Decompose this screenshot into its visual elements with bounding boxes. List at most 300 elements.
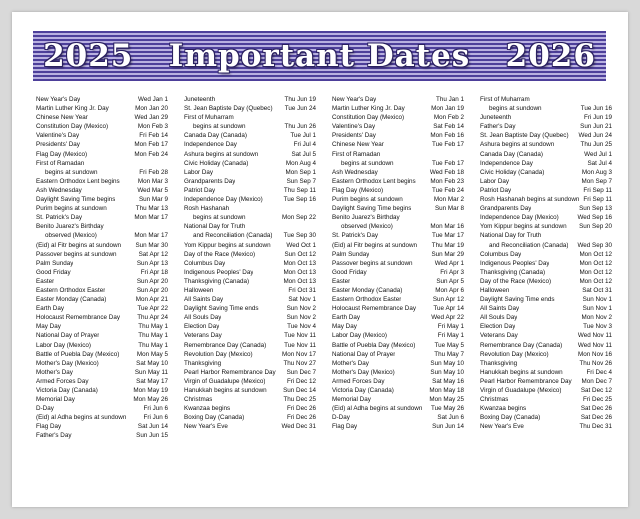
holiday-name: Ashura begins at sundown: [480, 141, 555, 149]
date-row: [36, 259, 168, 268]
date-entry: [36, 259, 168, 268]
date-row: [184, 322, 316, 331]
date-row: [36, 404, 168, 413]
holiday-date: Fri Dec 25: [582, 396, 612, 404]
holiday-date: Sun Jun 21: [580, 123, 612, 131]
date-entry: [184, 413, 316, 422]
date-entry: [36, 404, 168, 413]
date-row: [480, 341, 612, 350]
holiday-date: Mon Apr 21: [135, 296, 168, 304]
holiday-date: Tue Sep 16: [283, 196, 316, 204]
holiday-date: Tue Jul 1: [290, 132, 316, 140]
date-row: [184, 104, 316, 113]
date-row-continued: [184, 213, 316, 222]
date-entry: [332, 386, 464, 395]
date-entry: [36, 113, 168, 122]
holiday-date: Tue Sep 30: [283, 232, 316, 240]
date-entry: [36, 186, 168, 195]
holiday-name: Labor Day (Mexico): [332, 332, 387, 340]
holiday-date: Wed Nov 11: [577, 341, 612, 349]
holiday-name: All Souls Day: [480, 314, 518, 322]
date-row: [36, 186, 168, 195]
dates-column-2: [184, 95, 316, 441]
date-entry: [36, 304, 168, 313]
holiday-date: Mon Feb 16: [430, 132, 464, 140]
date-row: [332, 186, 464, 195]
title-banner: [33, 31, 606, 81]
date-row-continued: [480, 104, 612, 113]
holiday-name: St. Patrick's Day: [332, 232, 378, 240]
date-row: [36, 286, 168, 295]
holiday-date: Mon Feb 17: [134, 141, 168, 149]
holiday-name: New Year's Day: [36, 96, 81, 103]
date-entry: [480, 113, 612, 122]
holiday-date: Sun Jun 15: [136, 432, 168, 440]
date-row: [480, 286, 612, 295]
date-entry: [480, 204, 612, 213]
holiday-name: Revolution Day (Mexico): [480, 350, 549, 358]
date-row: [480, 277, 612, 286]
holiday-date: Wed Jul 1: [584, 150, 612, 158]
holiday-date: Mon Nov 2: [581, 314, 612, 322]
holiday-date: Fri Apr 3: [440, 268, 464, 276]
date-entry: [332, 186, 464, 195]
date-row: [332, 341, 464, 350]
date-row: [36, 104, 168, 113]
holiday-name: St. Patrick's Day: [36, 214, 82, 222]
holiday-name: Presidents' Day: [332, 132, 376, 140]
date-entry: [332, 250, 464, 259]
date-row: [184, 359, 316, 368]
date-entry: [184, 386, 316, 395]
holiday-name: Palm Sunday: [332, 250, 370, 258]
dates-column-1: [36, 95, 168, 441]
date-row: [36, 95, 168, 104]
holiday-date: Sat Apr 12: [138, 250, 168, 258]
holiday-name: Indigenous Peoples' Day: [184, 268, 254, 276]
holiday-date: Wed Jan 1: [138, 96, 168, 103]
holiday-date: Mon Apr 6: [435, 286, 464, 294]
holiday-name: Labor Day: [480, 177, 510, 185]
holiday-date: Sun Mar 9: [138, 196, 168, 204]
holiday-date: Wed Sep 16: [577, 214, 612, 222]
holiday-name: Independence Day (Mexico): [480, 214, 559, 222]
date-entry: [36, 150, 168, 159]
date-row-continued: [332, 222, 464, 231]
date-row: [332, 95, 464, 104]
holiday-date: Tue Nov 11: [284, 341, 316, 349]
date-entry: [480, 131, 612, 140]
date-row: [480, 113, 612, 122]
date-entry: [184, 295, 316, 304]
holiday-name: Martin Luther King Jr. Day: [332, 105, 405, 113]
date-row: [332, 250, 464, 259]
date-entry: [36, 286, 168, 295]
date-row: [184, 241, 316, 250]
holiday-name: Benito Juarez's Birthday: [332, 214, 400, 222]
date-row: [480, 122, 612, 131]
holiday-name: Halloween: [480, 286, 510, 294]
holiday-date: Mon Sep 22: [282, 214, 316, 222]
date-entry: [480, 122, 612, 131]
date-entry: [36, 359, 168, 368]
holiday-name: Veterans Day: [480, 332, 518, 340]
holiday-date: Wed Apr 1: [434, 259, 464, 267]
date-row: [36, 131, 168, 140]
date-entry: [332, 122, 464, 131]
holiday-name: National Day for Truth: [184, 223, 246, 231]
holiday-date: Tue Apr 14: [433, 305, 464, 313]
holiday-date: Sat Jun 6: [437, 414, 464, 422]
holiday-date: Mon Feb 23: [430, 177, 464, 185]
holiday-date: Mon Mar 3: [137, 177, 168, 185]
holiday-date: Mon Aug 4: [285, 159, 316, 167]
holiday-date: Sun May 10: [430, 359, 464, 367]
date-row: [480, 322, 612, 331]
date-entry: [184, 395, 316, 404]
date-entry: [480, 395, 612, 404]
holiday-name: Eastern Orthodox Lent begins: [36, 177, 120, 185]
date-entry: [480, 231, 612, 249]
date-row: [332, 322, 464, 331]
date-entry: [480, 195, 612, 204]
date-row: [184, 140, 316, 149]
date-entry: [480, 422, 612, 431]
date-entry: [480, 322, 612, 331]
holiday-name: Battle of Puebla Day (Mexico): [36, 350, 120, 358]
date-row: [480, 140, 612, 149]
holiday-date: Sun Apr 5: [436, 277, 464, 285]
date-entry: [480, 341, 612, 350]
holiday-name: Easter Monday (Canada): [36, 296, 107, 304]
date-entry: [36, 195, 168, 204]
date-row: [332, 313, 464, 322]
date-entry: [332, 341, 464, 350]
holiday-name: Independence Day (Mexico): [184, 196, 263, 204]
holiday-name: All Saints Day: [480, 305, 520, 313]
holiday-name: Christmas: [480, 396, 509, 404]
holiday-date: Thu Jun 19: [284, 96, 316, 103]
date-entry: [184, 168, 316, 177]
date-entry: [332, 150, 464, 168]
date-row: [184, 131, 316, 140]
date-entry: [480, 413, 612, 422]
holiday-name: Earth Day: [332, 314, 360, 322]
date-row: [184, 404, 316, 413]
date-row: [184, 413, 316, 422]
holiday-name: Remembrance Day (Canada): [480, 341, 563, 349]
holiday-subtitle: begins at sundown: [341, 159, 394, 167]
holiday-name: Ash Wednesday: [332, 168, 378, 176]
holiday-date: Thu May 1: [138, 323, 168, 331]
holiday-date: Mon Mar 17: [134, 232, 168, 240]
holiday-date: Mon Nov 17: [282, 350, 316, 358]
holiday-name: First of Ramadan: [36, 159, 85, 167]
holiday-name: Palm Sunday: [36, 259, 74, 267]
date-row-continued: [36, 168, 168, 177]
holiday-date: Wed Apr 22: [431, 314, 464, 322]
date-entry: [36, 350, 168, 359]
date-entry: [332, 168, 464, 177]
holiday-name: Good Friday: [36, 268, 71, 276]
holiday-name: Civic Holiday (Canada): [480, 168, 545, 176]
holiday-name: Ash Wednesday: [36, 186, 82, 194]
date-row: [332, 295, 464, 304]
date-entry: [184, 268, 316, 277]
date-row: [480, 404, 612, 413]
date-row: [480, 395, 612, 404]
holiday-name: (Eid) al Fitr begins at sundown: [36, 241, 122, 249]
date-row: [332, 231, 464, 240]
date-row: [332, 213, 464, 222]
date-row: [36, 268, 168, 277]
holiday-name: Flag Day: [332, 423, 358, 431]
holiday-subtitle: and Reconciliation (Canada): [489, 241, 569, 249]
holiday-name: Valentine's Day: [36, 132, 80, 140]
date-row: [332, 268, 464, 277]
holiday-date: Sun Dec 7: [286, 368, 316, 376]
holiday-name: D-Day: [36, 405, 54, 413]
date-entry: [36, 322, 168, 331]
date-row: [36, 322, 168, 331]
date-entry: [332, 213, 464, 231]
holiday-name: Mother's Day: [36, 368, 73, 376]
holiday-name: Thanksgiving: [184, 359, 222, 367]
date-entry: [184, 277, 316, 286]
holiday-name: Labor Day: [184, 168, 214, 176]
holiday-date: Mon Mar 17: [134, 214, 168, 222]
holiday-name: Pearl Harbor Remembrance Day: [184, 368, 276, 376]
date-entry: [36, 413, 168, 422]
holiday-subtitle: observed (Mexico): [341, 223, 393, 231]
date-row: [332, 113, 464, 122]
holiday-date: Sun Jun 14: [432, 423, 464, 431]
holiday-date: Sat May 10: [136, 359, 168, 367]
date-entry: [480, 313, 612, 322]
holiday-name: Hanukkah begins at sundown: [184, 387, 267, 394]
holiday-name: Daylight Saving Time begins: [36, 196, 116, 204]
date-row: [36, 122, 168, 131]
holiday-name: (Eid) al Fitr begins at sundown: [332, 241, 418, 249]
holiday-date: Fri Dec 26: [286, 414, 316, 422]
holiday-date: Sun Sep 13: [579, 205, 612, 213]
date-row: [480, 222, 612, 231]
holiday-date: Sat Jul 5: [291, 150, 316, 158]
date-row: [184, 304, 316, 313]
holiday-name: Flag Day (Mexico): [36, 150, 88, 158]
holiday-subtitle: begins at sundown: [193, 123, 246, 131]
date-entry: [480, 250, 612, 259]
date-entry: [184, 250, 316, 259]
date-entry: [480, 95, 612, 113]
date-row: [332, 122, 464, 131]
date-entry: [184, 404, 316, 413]
holiday-name: Eastern Orthodox Lent begins: [332, 177, 416, 185]
date-row: [184, 368, 316, 377]
date-entry: [36, 131, 168, 140]
dates-column-4: [480, 95, 612, 441]
date-entry: [332, 204, 464, 213]
date-entry: [480, 259, 612, 268]
date-entry: [36, 395, 168, 404]
date-entry: [184, 195, 316, 204]
date-entry: [332, 359, 464, 368]
date-entry: [332, 422, 464, 431]
date-entry: [184, 359, 316, 368]
date-row: [332, 277, 464, 286]
holiday-date: Sun May 10: [430, 368, 464, 376]
holiday-name: National Day of Prayer: [332, 350, 396, 358]
date-entry: [36, 368, 168, 377]
holiday-name: Rosh Hashanah begins at sundown: [480, 196, 580, 204]
holiday-date: Tue Feb 17: [432, 141, 464, 149]
date-entry: [184, 150, 316, 159]
holiday-name: Easter Monday (Canada): [332, 286, 403, 294]
date-row: [480, 195, 612, 204]
date-row: [36, 395, 168, 404]
holiday-name: Mother's Day (Mexico): [36, 359, 99, 367]
date-row: [184, 177, 316, 186]
date-entry: [184, 286, 316, 295]
holiday-name: Armed Forces Day: [332, 377, 385, 385]
date-entry: [332, 286, 464, 295]
date-row: [332, 368, 464, 377]
date-entry: [184, 341, 316, 350]
holiday-date: Mon May 25: [429, 396, 464, 404]
holiday-name: First of Muharram: [184, 114, 234, 122]
date-row: [184, 341, 316, 350]
holiday-date: Tue Feb 24: [432, 186, 464, 194]
date-row: [480, 204, 612, 213]
holiday-name: Flag Day: [36, 423, 62, 431]
holiday-name: Christmas: [184, 396, 213, 404]
date-entry: [332, 413, 464, 422]
holiday-name: Kwanzaa begins: [480, 405, 527, 413]
date-entry: [480, 359, 612, 368]
holiday-date: Sun May 11: [134, 368, 168, 376]
holiday-name: Canada Day (Canada): [480, 150, 544, 158]
holiday-date: Sun Nov 2: [286, 305, 316, 313]
holiday-name: First of Ramadan: [332, 150, 381, 158]
holiday-subtitle: begins at sundown: [45, 168, 98, 176]
date-row: [480, 131, 612, 140]
date-entry: [332, 350, 464, 359]
date-row: [480, 159, 612, 168]
date-row: [184, 186, 316, 195]
date-entry: [480, 186, 612, 195]
date-row: [36, 350, 168, 359]
date-row: [184, 377, 316, 386]
holiday-date: Mon May 5: [136, 350, 168, 358]
holiday-name: Juneteenth: [480, 114, 512, 122]
holiday-date: Fri Jul 4: [293, 141, 316, 149]
date-row: [480, 150, 612, 159]
holiday-date: Mon May 18: [429, 387, 464, 394]
date-row: [184, 150, 316, 159]
date-entry: [480, 159, 612, 168]
date-row: [332, 177, 464, 186]
holiday-name: Eastern Orthodox Easter: [36, 286, 106, 294]
date-entry: [36, 377, 168, 386]
date-row: [36, 341, 168, 350]
holiday-date: Tue Nov 4: [287, 323, 316, 331]
holiday-date: Thu May 1: [138, 332, 168, 340]
holiday-date: Wed Oct 1: [286, 241, 316, 249]
holiday-date: Sun Nov 2: [286, 314, 316, 322]
date-entry: [184, 131, 316, 140]
holiday-date: Mon Jan 20: [135, 105, 168, 113]
date-entry: [480, 286, 612, 295]
date-row: [36, 377, 168, 386]
holiday-date: Sat Dec 12: [580, 387, 612, 394]
date-row: [36, 241, 168, 250]
date-entry: [36, 331, 168, 340]
date-entry: [36, 250, 168, 259]
holiday-name: Patriot Day: [184, 186, 216, 194]
holiday-date: Fri Apr 18: [140, 268, 168, 276]
holiday-date: Thu Mar 19: [431, 241, 464, 249]
holiday-date: Wed Mar 5: [137, 186, 168, 194]
holiday-name: Passover begins at sundown: [332, 259, 413, 267]
holiday-subtitle: begins at sundown: [193, 214, 246, 222]
date-entry: [332, 331, 464, 340]
date-row: [184, 295, 316, 304]
date-row: [36, 140, 168, 149]
date-entry: [332, 377, 464, 386]
date-row: [332, 395, 464, 404]
date-entry: [36, 431, 168, 440]
date-entry: [480, 140, 612, 149]
holiday-name: Columbus Day: [184, 259, 226, 267]
date-row: [332, 195, 464, 204]
date-row: [480, 359, 612, 368]
holiday-date: Fri Jun 6: [143, 405, 168, 413]
holiday-name: Earth Day: [36, 305, 64, 313]
date-row: [480, 186, 612, 195]
holiday-date: Thu Mar 13: [135, 205, 168, 213]
date-entry: [36, 277, 168, 286]
holiday-date: Sat Jul 4: [587, 159, 612, 167]
date-row: [332, 150, 464, 159]
holiday-date: Mon Oct 13: [283, 268, 316, 276]
holiday-name: Eastern Orthodox Easter: [332, 296, 402, 304]
holiday-date: Fri Jun 6: [143, 414, 168, 422]
holiday-name: May Day: [332, 323, 357, 331]
date-entry: [36, 222, 168, 240]
date-row: [36, 359, 168, 368]
date-row: [480, 250, 612, 259]
dates-columns: [36, 95, 612, 441]
holiday-name: All Souls Day: [184, 314, 222, 322]
date-entry: [332, 177, 464, 186]
date-row: [36, 250, 168, 259]
holiday-date: Fri Dec 4: [586, 368, 612, 376]
date-row: [36, 386, 168, 395]
holiday-name: Holocaust Remembrance Day: [36, 314, 120, 322]
date-row: [480, 331, 612, 340]
date-row: [36, 195, 168, 204]
holiday-name: Veterans Day: [184, 332, 222, 340]
holiday-name: Valentine's Day: [332, 123, 376, 131]
holiday-name: Hanukkah begins at sundown: [480, 368, 563, 376]
holiday-name: Halloween: [184, 286, 214, 294]
date-entry: [480, 404, 612, 413]
date-row: [36, 422, 168, 431]
holiday-name: Virgin of Guadalupe (Mexico): [480, 387, 562, 394]
date-row: [480, 95, 612, 104]
holiday-date: Thu Dec 31: [579, 423, 612, 431]
date-row-continued: [332, 159, 464, 168]
